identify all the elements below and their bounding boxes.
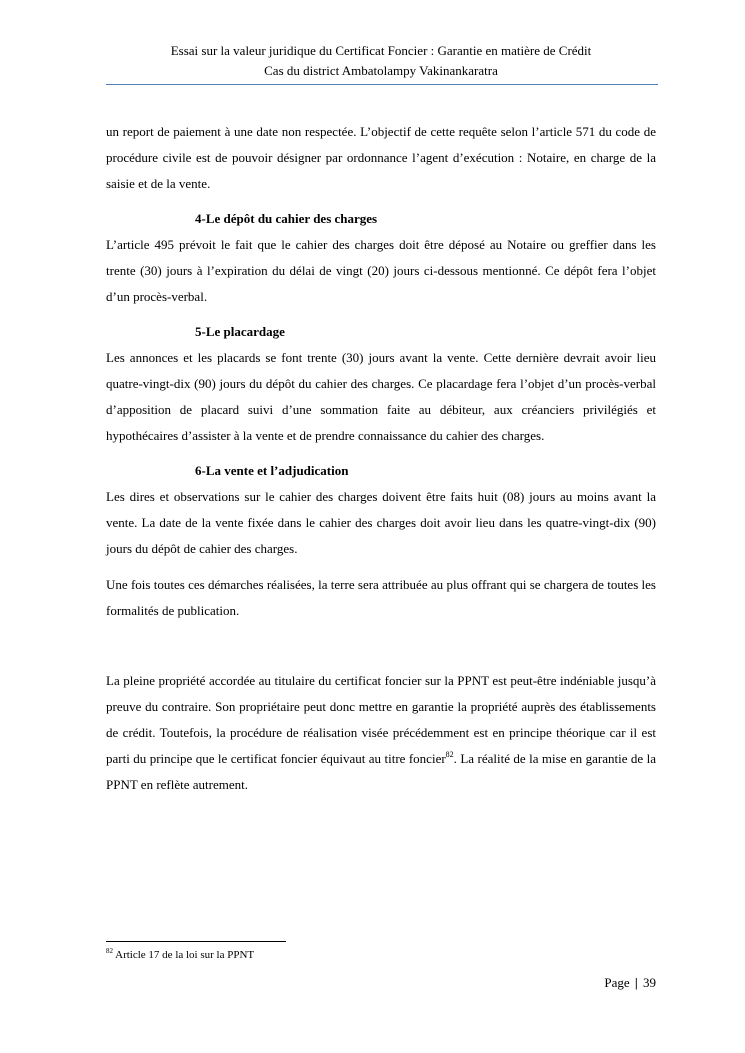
- paragraph-report-paiement: un report de paiement à une date non respectée. L’objectif de cette requête selon l’article 571 du code de procédure civile est de pouvoir désigner par ordonnance l’agent d’exécution : Notaire, en charge de la saisie et de la vente.: [106, 124, 656, 191]
- section-heading-depot: 4-Le dépôt du cahier des charges: [195, 211, 378, 226]
- header-subtitle-line: Cas du district Ambatolampy Vakinankaratra: [264, 63, 498, 78]
- section-heading-vente: 6-La vente et l’adjudication: [195, 463, 349, 478]
- header-title-line: Essai sur la valeur juridique du Certificat Foncier : Garantie en matière de Crédit: [170, 43, 592, 58]
- footnote: [106, 947, 254, 963]
- footnote-number: 82: [106, 947, 113, 955]
- paragraph-attribution: Une fois toutes ces démarches réalisées, la terre sera attribuée au plus offrant qui se chargera de toutes les formalités de publication.: [106, 577, 656, 618]
- footnote-reference[interactable]: 82: [445, 750, 454, 759]
- footnote-text: Article 17 de la loi sur la PPNT: [113, 949, 255, 961]
- paragraph-text-tail: . La réalité de la mise en garantie de la PPNT en reflète autrement.: [106, 751, 656, 792]
- page-label: Page: [604, 975, 630, 990]
- document-body: [106, 119, 656, 798]
- paragraph-pleine-propriete: [106, 668, 656, 798]
- page-separator: |: [634, 975, 638, 990]
- header-divider: [106, 84, 658, 85]
- running-header: [106, 41, 656, 81]
- paragraph-dires-observations: Les dires et observations sur le cahier des charges doivent être faits huit (08) jours au moins avant la vente. La date de la vente fixée dans le cahier des charges doit avoir lieu dans les quatre-vingt-dix (90) jours du dépôt de cahier des charges.: [106, 489, 656, 556]
- page-number: 39: [643, 975, 656, 990]
- paragraph-article-495: L’article 495 prévoit le fait que le cahier des charges doit être déposé au Notaire ou greffier dans les trente (30) jours à l’expiration du délai de vingt (20) jours ci-dessous mentionné. Ce dépôt fera l’objet d’un procès-verbal.: [106, 237, 656, 304]
- paragraph-text-main: La pleine propriété accordée au titulaire du certificat foncier sur la PPNT est peut-être indéniable jusqu’à preuve du contraire. Son propriétaire peut donc mettre en garantie la propriété auprès des établissements de crédit. Toutefois, la procédure de réalisation visée précédemment est en principe théorique car il est parti du principe que le certificat foncier équivaut au titre foncier: [106, 673, 656, 766]
- paragraph-annonces: Les annonces et les placards se font trente (30) jours avant la vente. Cette dernière devrait avoir lieu quatre-vingt-dix (90) jours du dépôt du cahier des charges. Ce placardage fera l’objet d’un procès-verbal d’apposition de placard suivi d’une sommation faite au débiteur, aux créanciers privilégiés et hypothécaires d’assister à la vente et de prendre connaissance du cahier des charges.: [106, 350, 656, 443]
- section-heading-placardage: 5-Le placardage: [195, 324, 285, 339]
- footnote-divider: [106, 941, 286, 942]
- page-number-footer: [604, 973, 656, 993]
